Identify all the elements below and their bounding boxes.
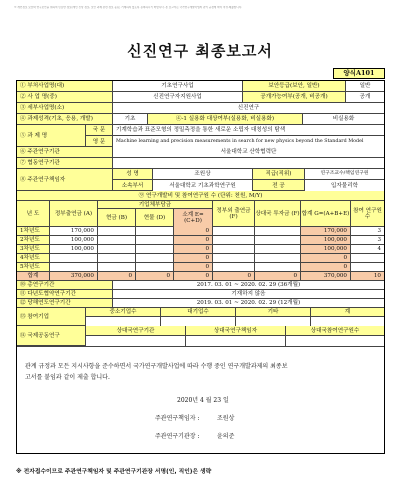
intl-staff-value [285,336,384,346]
lead-sign-name: 조원상 [217,415,235,422]
gov-cell: 100,000 [49,236,97,244]
other-header: 상대국 투자금 (F) [254,201,300,226]
kor-title: 기계학습과 표준모형의 정밀측정을 통한 새로운 소립자 대칭성의 탐색 [112,125,384,136]
subtotal-cell: 0 [173,263,212,271]
tech-sub-value: 비실용화 [302,114,384,124]
year-cell: 4차년도 [20,255,40,261]
subtotal-cell: 0 [173,227,212,235]
local-cell [212,245,254,253]
budget-caption-row [17,191,384,201]
name-tag: 성 명 [112,169,152,180]
staff-cell: 4 [350,245,384,253]
cash-header: 현금 (B) [97,209,135,227]
kind-cell [135,263,173,271]
intl-lead-header: 상대국연구책임자 [185,326,285,336]
cash-cell [97,254,135,262]
local-header: 정부외 출연금 (F) [212,201,254,226]
kor-tag: 국 문 [85,125,112,136]
sum-kind: 0 [135,272,173,280]
lead-label: ⑧ 주관연구책임자 [20,176,66,183]
other-cell [254,227,300,235]
major-value: 입자물리학 [304,180,384,191]
sum-cash: 0 [97,272,135,280]
total-cell: 170,000 [300,227,350,235]
current-period-value: 2019. 03. 01 ~ 2020. 02. 29 (12개월) [112,299,384,307]
kind-cell [135,245,173,253]
kind-cell [135,236,173,244]
statement-line-2: 고서를 붙임과 같이 제출 합니다. [25,374,110,381]
sum-subtotal: 0 [173,272,212,280]
sme-value [85,317,160,326]
cash-cell [97,227,135,235]
sum-local: 0 [212,272,254,280]
total-cell: 100,000 [300,245,350,253]
budget-row [17,263,384,272]
kind-cell [135,227,173,235]
row-collab [17,158,384,169]
multi-period-value: 기재하지 않음 [112,290,384,298]
etc-value [235,317,310,326]
security-value: 일반 [345,81,384,91]
staff-cell [350,254,384,262]
large-value [160,317,235,326]
project-name-label: ② 사 업 명(중) [20,94,57,100]
other-cell [254,254,300,262]
budget-total-row [17,272,384,281]
sum-total: 370,000 [300,272,350,280]
row-org [17,147,384,158]
gov-cell [49,263,97,271]
gov-cell [49,254,97,262]
year-header: 년 도 [26,210,40,217]
multi-period-label: ⑪ 다년도협약연구기간 [20,291,77,297]
sum-staff: 10 [350,272,384,280]
row-current-period [17,299,384,308]
eng-tag: 영 문 [85,136,112,147]
row-tech [17,114,384,125]
privacy-notice: ※ 개인정보 보호와 연구보안을 위하여 민감한 정보(개인 신상 정보, 보안 과제 관련 정보 등)는 기재하지 않도록 유의하시기 바랍니다. 본 보고서는 국가연구개발사업의 관리 규정에 따라 작성·제출합니다. [14,6,243,9]
local-cell [212,254,254,262]
intl-label: ⑭ 국제공동연구 [20,332,60,339]
gov-cell: 170,000 [49,227,97,235]
sum-other: 0 [254,272,300,280]
kind-header: 현물 (D) [135,209,173,227]
year-cell: 5차년도 [20,264,40,270]
large-header: 대기업수 [160,308,235,317]
total-cell: 0 [300,263,350,271]
sum-label: 합계 [27,273,39,279]
partner-label: ⑬ 참여기업 [20,313,49,320]
head-sign-label: 주관연구기관장 : [155,433,200,440]
staff-header: 참여 연구원수 [350,201,384,226]
row-intl [17,326,384,346]
budget-row [17,227,384,236]
eng-title: Machine learning and precision measurements in search for new physics beyond the Standard Model [112,136,384,147]
budget-row [17,236,384,245]
row-multi-period [17,290,384,299]
other-cell [254,245,300,253]
sme-header: 중소기업수 [85,308,160,317]
total-period-value: 2017. 03. 01 ~ 2020. 02. 29 (36개월) [112,281,384,289]
gov-header: 정부출연금 (A) [49,201,97,226]
total-cell: 0 [300,254,350,262]
count-value [310,317,384,326]
year-cell: 2차년도 [20,237,40,243]
year-cell: 3차년도 [20,246,40,252]
row-detail [17,103,384,114]
tech-sub-label: ④-1 실용화 대상여부(실용화, 비실용화) [147,114,302,124]
lead-sign-label: 주관연구책임자 : [155,415,200,422]
total-period-label: ⑩ 총연구기간 [20,282,55,288]
page-title: 신진연구 최종보고서 [127,42,273,60]
business-name-label: ① 부처사업명(대) [20,83,65,89]
dept-tag: 소속부서 [112,180,152,191]
disclosure-value: 공개 [345,92,384,102]
year-cell: 1차년도 [20,228,40,234]
intl-org-header: 상대국연구기관 [85,326,185,336]
statement-line-1: 관계 규정과 모든 지시사항을 준수하면서 국가연구개발사업에 따라 수행 중인 연구개발과제의 최종보 [25,363,288,370]
major-tag: 전 공 [252,180,304,191]
other-cell [254,263,300,271]
subtotal-header: 소계 E=(C+D) [173,209,212,227]
staff-cell [350,263,384,271]
local-cell [212,236,254,244]
row-project [17,92,384,103]
position-value: 연구조교수/책임연구원 [304,169,384,180]
collab-value [112,158,384,168]
security-label: 보안등급(보안, 일반) [242,81,345,91]
intl-lead-value [185,336,285,346]
detail-label: ③ 세부사업명(소) [20,105,65,111]
cash-cell [97,245,135,253]
intl-org-value [85,336,185,346]
row-total-period [17,281,384,290]
cash-cell [97,236,135,244]
footer-note: ※ 전자접수이므로 주관연구책임자 및 주관연구기관장 서명(인, 직인)은 생략 [16,469,212,475]
total-header: 합계 G=(A+B+E) [300,201,350,226]
org-value: 서울대학교 산학협력단 [112,147,384,157]
collab-label: ⑦ 협동연구기관 [20,160,60,166]
detail-value: 신진연구 [112,103,384,113]
local-cell [212,263,254,271]
disclosure-label: 공개가능여부(공개, 비공개) [242,92,345,102]
row-lead [17,169,384,191]
total-cell: 100,000 [300,236,350,244]
position-tag: 직급(직위) [252,169,304,180]
staff-cell: 3 [350,227,384,235]
budget-header [17,201,384,227]
report-form [16,80,385,454]
report-date: 2020년 4 월 23 일 [177,397,229,404]
form-id-badge: 양식A101 [333,68,385,79]
tech-label: ④ 과제성격(기초, 응용, 개발) [20,116,93,122]
business-name-value: 기초연구사업 [112,81,242,91]
subtotal-cell: 0 [173,236,212,244]
etc-header: 기타 [235,308,310,317]
row-title [17,125,384,147]
gov-cell: 100,000 [49,245,97,253]
sum-gov: 370,000 [49,272,97,280]
current-period-label: ⑫ 당해연도연구기간 [20,300,71,306]
corp-group-header: 기업체부담금 [97,201,212,209]
cash-cell [97,263,135,271]
intl-staff-header: 상대국참여연구원수 [285,326,384,336]
row-partner [17,308,384,326]
count-header: 계 [310,308,384,317]
lead-name-value: 조원상 [152,169,252,180]
subtotal-cell: 0 [173,254,212,262]
tech-value: 기초 [112,114,147,124]
local-cell [212,227,254,235]
project-name-value: 신진연구자지원사업 [112,92,242,102]
org-label: ⑥ 주관연구기관 [20,149,60,155]
budget-row [17,254,384,263]
title-label: ⑤ 과 제 명 [20,132,48,139]
budget-caption: ⑨ 연구개발비 및 참여연구원 수 (단위: 천원, M/Y) [138,192,263,199]
subtotal-cell: 0 [173,245,212,253]
attestation-block [17,346,384,453]
budget-row [17,245,384,254]
kind-cell [135,254,173,262]
other-cell [254,236,300,244]
dept-value: 서울대학교 기초과학연구원 [152,180,252,191]
staff-cell: 3 [350,236,384,244]
row-business [17,81,384,92]
head-sign-name: 윤의준 [217,433,235,440]
